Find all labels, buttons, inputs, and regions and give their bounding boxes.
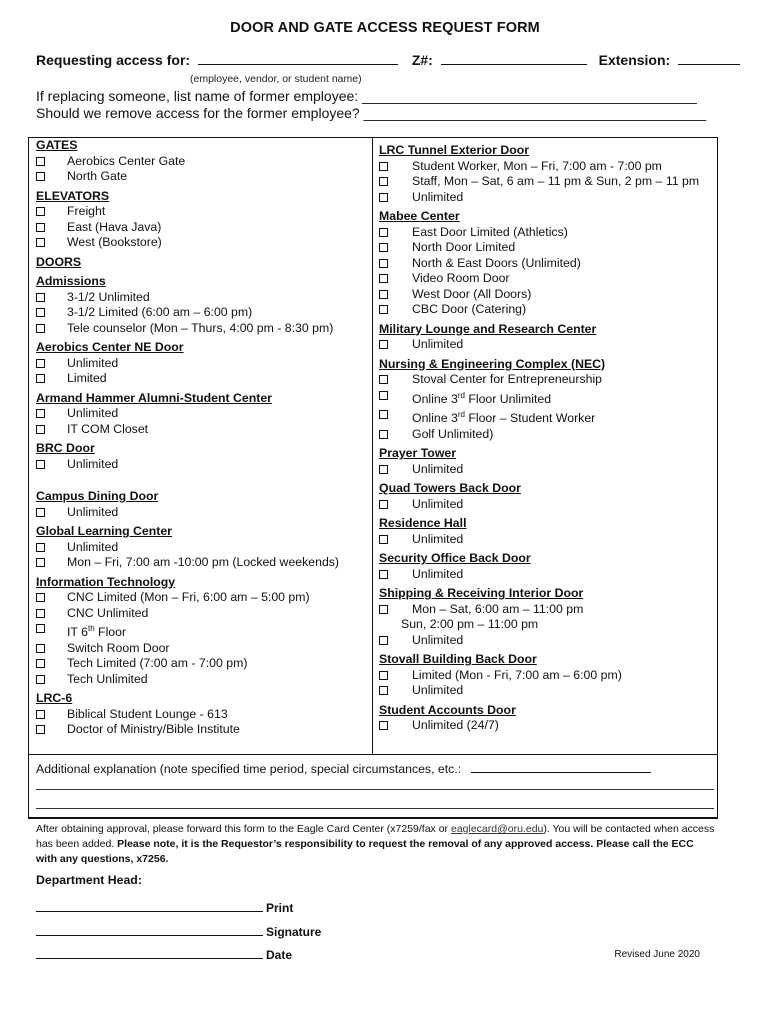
access-option[interactable] bbox=[36, 606, 372, 622]
print-label: Print bbox=[266, 901, 294, 915]
checkbox-icon[interactable] bbox=[36, 508, 45, 517]
access-option-label: IT COM Closet bbox=[67, 421, 149, 436]
instructions-note bbox=[36, 822, 716, 867]
access-option-label: Limited (Mon - Fri, 7:00 am – 6:00 pm) bbox=[412, 667, 622, 682]
checkbox-icon[interactable] bbox=[379, 430, 388, 439]
checkbox-icon[interactable] bbox=[379, 259, 388, 268]
access-option[interactable] bbox=[379, 532, 713, 548]
access-option-label: Unlimited bbox=[412, 632, 464, 647]
checkbox-icon[interactable] bbox=[379, 500, 388, 509]
access-option[interactable] bbox=[379, 567, 713, 583]
checkbox-icon[interactable] bbox=[379, 162, 388, 171]
access-option-label: West (Bookstore) bbox=[67, 235, 162, 249]
checkbox-icon[interactable] bbox=[36, 609, 45, 618]
access-option-label: West Door (All Doors) bbox=[412, 286, 532, 301]
checkbox-icon[interactable] bbox=[379, 465, 388, 474]
checkbox-icon[interactable] bbox=[36, 207, 45, 216]
requesting-name-field[interactable] bbox=[198, 52, 398, 65]
access-option[interactable] bbox=[36, 505, 372, 521]
access-option[interactable] bbox=[379, 718, 713, 734]
access-option[interactable] bbox=[36, 406, 372, 422]
checkbox-icon[interactable] bbox=[36, 593, 45, 602]
access-option-label: Unlimited bbox=[412, 531, 464, 546]
print-line[interactable] bbox=[36, 901, 293, 915]
checkbox-icon[interactable] bbox=[379, 274, 388, 283]
note-text-2: ). You will be contacted when access has been added. bbox=[36, 823, 715, 850]
access-option[interactable] bbox=[379, 271, 713, 287]
section-heading-lrc-tunnel-exterior-door: LRC Tunnel Exterior Door bbox=[379, 143, 530, 157]
access-option[interactable] bbox=[379, 190, 713, 206]
access-option[interactable] bbox=[379, 462, 713, 478]
checkbox-icon[interactable] bbox=[379, 535, 388, 544]
right-column bbox=[379, 143, 713, 734]
access-option[interactable] bbox=[379, 602, 713, 618]
access-option[interactable] bbox=[36, 169, 372, 185]
checkbox-icon[interactable] bbox=[36, 157, 45, 166]
access-option[interactable] bbox=[36, 457, 372, 473]
section-heading-elevators: ELEVATORS bbox=[36, 188, 110, 203]
additional-explanation bbox=[36, 761, 651, 776]
box-divider-2 bbox=[28, 817, 718, 818]
access-option-label: Doctor of Ministry/Bible Institute bbox=[67, 722, 240, 737]
checkbox-icon[interactable] bbox=[379, 193, 388, 202]
access-option-label: North Gate bbox=[67, 169, 128, 183]
access-option[interactable] bbox=[379, 287, 713, 303]
section-heading-prayer-tower: Prayer Tower bbox=[379, 446, 457, 461]
access-option[interactable] bbox=[36, 672, 372, 688]
replacing-line[interactable]: If replacing someone, list name of former employee: ___________________________________________ bbox=[36, 88, 697, 104]
checkbox-icon[interactable] bbox=[36, 710, 45, 719]
access-option[interactable] bbox=[379, 256, 713, 272]
section-heading-doors: DOORS bbox=[36, 254, 82, 269]
checkbox-icon[interactable] bbox=[379, 636, 388, 645]
signature-line[interactable] bbox=[36, 925, 321, 939]
access-option-label: Tele counselor (Mon – Thurs, 4:00 pm - 8:30 pm) bbox=[67, 320, 334, 335]
access-option-label: Mon – Sat, 6:00 am – 11:00 pm bbox=[412, 601, 584, 616]
access-option-label: Aerobics Center Gate bbox=[67, 153, 186, 168]
access-option-label: Unlimited bbox=[67, 539, 119, 554]
z-number-field[interactable] bbox=[441, 52, 587, 65]
access-option-label: Golf Unlimited) bbox=[412, 426, 494, 441]
additional-field[interactable] bbox=[471, 761, 651, 773]
access-option-label: Sun, 2:00 pm – 11:00 pm bbox=[401, 617, 539, 632]
section-heading-nursing-engineering-complex-nec: Nursing & Engineering Complex (NEC) bbox=[379, 356, 606, 371]
remove-access-line[interactable]: Should we remove access for the former employee? ____________________________________________ bbox=[36, 105, 707, 121]
date-label: Date bbox=[266, 948, 293, 962]
section-heading-shipping-receiving-interior-door: Shipping & Receiving Interior Door bbox=[379, 586, 584, 601]
section-heading-armand-hammer-alumni-student-center: Armand Hammer Alumni-Student Center bbox=[36, 390, 272, 405]
access-option-label: Switch Room Door bbox=[67, 640, 170, 655]
section-heading-brc-door: BRC Door bbox=[36, 441, 95, 455]
checkbox-icon[interactable] bbox=[36, 624, 45, 633]
access-option-label: Student Worker, Mon – Fri, 7:00 am - 7:00 pm bbox=[412, 158, 662, 173]
section-heading-campus-dining-door: Campus Dining Door bbox=[36, 489, 159, 503]
access-option[interactable] bbox=[379, 337, 713, 353]
section-heading-admissions: Admissions bbox=[36, 274, 106, 288]
revised-date: Revised June 2020 bbox=[614, 949, 700, 960]
access-option-label: North & East Doors (Unlimited) bbox=[412, 255, 581, 270]
section-heading-quad-towers-back-door: Quad Towers Back Door bbox=[379, 481, 521, 496]
access-option[interactable] bbox=[36, 154, 372, 170]
section-heading-student-accounts-door: Student Accounts Door bbox=[379, 702, 516, 717]
access-option[interactable] bbox=[36, 707, 372, 723]
access-option-label: Unlimited bbox=[412, 189, 464, 204]
date-line[interactable] bbox=[36, 948, 292, 962]
checkbox-icon[interactable] bbox=[379, 177, 388, 186]
checkbox-icon[interactable] bbox=[379, 243, 388, 252]
checkbox-icon[interactable] bbox=[36, 374, 45, 383]
section-heading-aerobics-center-ne-door: Aerobics Center NE Door bbox=[36, 340, 184, 354]
access-option-label: Video Room Door bbox=[412, 271, 510, 285]
access-option[interactable] bbox=[379, 497, 713, 513]
access-option-label: Mon – Fri, 7:00 am -10:00 pm (Locked weekends) bbox=[67, 555, 340, 569]
checkbox-icon[interactable] bbox=[379, 671, 388, 680]
box-divider-1 bbox=[28, 754, 718, 755]
checkbox-icon[interactable] bbox=[36, 308, 45, 317]
access-option[interactable] bbox=[379, 174, 713, 190]
checkbox-icon[interactable] bbox=[36, 324, 45, 333]
extension-field[interactable] bbox=[678, 52, 740, 65]
access-option-label: Limited bbox=[67, 371, 107, 385]
access-option[interactable] bbox=[36, 220, 372, 236]
section-heading-information-technology: Information Technology bbox=[36, 574, 176, 589]
access-option-label: Online 3rd Floor – Student Worker bbox=[412, 410, 596, 426]
access-option[interactable] bbox=[36, 204, 372, 220]
access-option-label: Tech Unlimited bbox=[67, 671, 148, 686]
checkbox-icon[interactable] bbox=[379, 605, 388, 614]
access-option[interactable] bbox=[379, 225, 713, 241]
signature-label: Signature bbox=[266, 925, 322, 939]
access-option[interactable] bbox=[36, 641, 372, 657]
requesting-row bbox=[36, 52, 740, 68]
access-option[interactable] bbox=[379, 633, 713, 649]
checkbox-icon[interactable] bbox=[36, 644, 45, 653]
access-option-label: Tech Limited (7:00 am - 7:00 pm) bbox=[67, 656, 248, 671]
checkbox-icon[interactable] bbox=[36, 293, 45, 302]
access-option-label: Staff, Mon – Sat, 6 am – 11 pm & Sun, 2 pm – 11 pm bbox=[412, 174, 700, 188]
checkbox-icon[interactable] bbox=[379, 228, 388, 237]
access-option-label: Unlimited bbox=[412, 683, 464, 698]
section-heading-residence-hall: Residence Hall bbox=[379, 516, 467, 531]
checkbox-icon[interactable] bbox=[36, 238, 45, 247]
checkbox-icon[interactable] bbox=[379, 686, 388, 695]
access-option-label: Stoval Center for Entrepreneurship bbox=[412, 372, 603, 386]
access-option-label: Online 3rd Floor Unlimited bbox=[412, 390, 552, 406]
additional-line-3[interactable] bbox=[36, 808, 714, 809]
access-option[interactable] bbox=[36, 540, 372, 556]
access-option[interactable] bbox=[36, 371, 372, 387]
access-option-label: Unlimited bbox=[412, 461, 464, 476]
requesting-label: Requesting access for: bbox=[36, 52, 191, 68]
checkbox-icon[interactable] bbox=[379, 375, 388, 384]
checkbox-icon[interactable] bbox=[379, 340, 388, 349]
access-option[interactable] bbox=[379, 302, 713, 318]
checkbox-icon[interactable] bbox=[36, 460, 45, 469]
extension-label: Extension: bbox=[598, 52, 671, 68]
z-label: Z#: bbox=[411, 52, 433, 68]
access-option[interactable] bbox=[36, 621, 372, 641]
access-option-label: Unlimited bbox=[412, 337, 464, 351]
access-option[interactable] bbox=[36, 290, 372, 306]
access-option-label: IT 6th Floor bbox=[67, 624, 127, 640]
section-heading-lrc-6: LRC-6 bbox=[36, 691, 73, 706]
checkbox-icon[interactable] bbox=[379, 721, 388, 730]
access-option[interactable] bbox=[36, 356, 372, 372]
access-option-label: CNC Unlimited bbox=[67, 605, 149, 620]
section-heading-global-learning-center: Global Learning Center bbox=[36, 524, 172, 538]
section-heading-security-office-back-door: Security Office Back Door bbox=[379, 551, 531, 566]
access-option[interactable] bbox=[379, 240, 713, 256]
requesting-hint: (employee, vendor, or student name) bbox=[190, 73, 362, 85]
checkbox-icon[interactable] bbox=[36, 659, 45, 668]
checkbox-icon[interactable] bbox=[379, 391, 388, 400]
access-option[interactable] bbox=[36, 555, 372, 571]
checkbox-icon[interactable] bbox=[36, 675, 45, 684]
access-option[interactable] bbox=[379, 372, 713, 388]
access-option-label: Unlimited bbox=[412, 496, 464, 511]
email-link[interactable]: eaglecard@oru.edu bbox=[450, 823, 544, 835]
access-option-label: Unlimited bbox=[67, 504, 119, 519]
checkbox-icon[interactable] bbox=[379, 290, 388, 299]
access-option-label: Unlimited bbox=[67, 406, 119, 420]
access-option[interactable] bbox=[36, 321, 372, 337]
access-option-label: Unlimited bbox=[412, 566, 464, 581]
access-option-label: CBC Door (Catering) bbox=[412, 302, 527, 316]
checkbox-icon[interactable] bbox=[36, 409, 45, 418]
checkbox-icon[interactable] bbox=[379, 305, 388, 314]
note-text: After obtaining approval, please forward this form to the Eagle Card Center (x7259/fax or bbox=[36, 823, 451, 835]
section-heading-military-lounge-and-research-center: Military Lounge and Research Center bbox=[379, 321, 597, 336]
access-option-label: 3-1/2 Limited (6:00 am – 6:00 pm) bbox=[67, 305, 253, 319]
access-option-label: CNC Limited (Mon – Fri, 6:00 am – 5:00 pm) bbox=[67, 590, 310, 604]
access-option[interactable] bbox=[36, 422, 372, 438]
access-option[interactable] bbox=[36, 656, 372, 672]
checkbox-icon[interactable] bbox=[379, 570, 388, 579]
access-option-label: Unlimited bbox=[67, 456, 119, 471]
column-divider bbox=[372, 137, 373, 754]
access-option[interactable] bbox=[36, 590, 372, 606]
access-option[interactable] bbox=[379, 407, 713, 427]
access-option[interactable] bbox=[36, 305, 372, 321]
access-option bbox=[379, 617, 713, 633]
section-heading-gates: GATES bbox=[36, 138, 78, 152]
access-option-label: Unlimited (24/7) bbox=[412, 718, 499, 733]
section-heading-stovall-building-back-door: Stovall Building Back Door bbox=[379, 652, 537, 667]
access-option[interactable] bbox=[379, 159, 713, 175]
access-option[interactable] bbox=[36, 722, 372, 738]
spacer bbox=[36, 472, 372, 485]
access-option[interactable] bbox=[36, 235, 372, 251]
left-column bbox=[36, 138, 372, 738]
checkbox-icon[interactable] bbox=[36, 425, 45, 434]
additional-line-2[interactable] bbox=[36, 789, 714, 790]
access-option[interactable] bbox=[379, 683, 713, 699]
access-option-label: Unlimited bbox=[67, 355, 119, 370]
checkbox-icon[interactable] bbox=[36, 725, 45, 734]
access-option-label: East (Hava Java) bbox=[67, 219, 162, 234]
checkbox-icon[interactable] bbox=[36, 558, 45, 567]
form-title: DOOR AND GATE ACCESS REQUEST FORM bbox=[230, 20, 540, 36]
access-option-label: 3-1/2 Unlimited bbox=[67, 289, 150, 304]
access-option-label: Biblical Student Lounge - 613 bbox=[67, 706, 228, 721]
additional-label: Additional explanation (note specified time period, special circumstances, etc.: bbox=[36, 762, 462, 776]
checkbox-icon[interactable] bbox=[36, 172, 45, 181]
checkbox-icon[interactable] bbox=[36, 359, 45, 368]
checkbox-icon[interactable] bbox=[36, 223, 45, 232]
access-option-label: Freight bbox=[67, 204, 106, 218]
note-bold: Please note, it is the Requestor’s responsibility to request the removal of any approved access. Please call the ECC with any questions, x7256. bbox=[36, 838, 694, 865]
access-option-label: East Door Limited (Athletics) bbox=[412, 224, 568, 239]
access-option[interactable] bbox=[379, 427, 713, 443]
checkbox-icon[interactable] bbox=[36, 543, 45, 552]
access-option[interactable] bbox=[379, 668, 713, 684]
checkbox-icon[interactable] bbox=[379, 410, 388, 419]
section-heading-mabee-center: Mabee Center bbox=[379, 209, 460, 223]
access-option-label: North Door Limited bbox=[412, 240, 516, 254]
department-head-label: Department Head: bbox=[36, 873, 142, 887]
access-option[interactable] bbox=[379, 388, 713, 408]
